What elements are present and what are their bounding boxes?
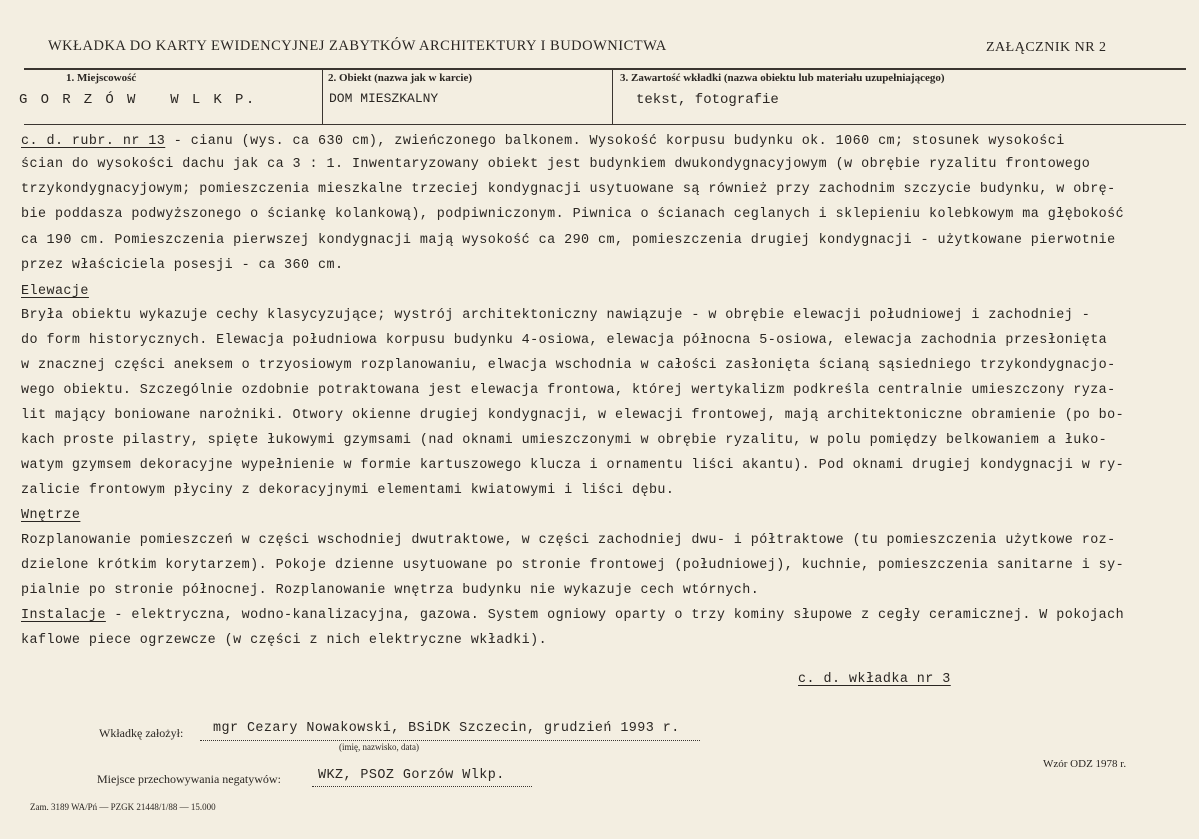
founder-value: mgr Cezary Nowakowski, BSiDK Szczecin, grudzień 1993 r.: [213, 721, 680, 736]
top-rule: [24, 68, 1186, 70]
text-line: wego obiektu. Szczególnie ozdobnie potraktowana jest elewacja frontowa, której wertykalizm podkreśla centralnie umieszczony ryza-: [21, 383, 1116, 398]
object-label: 2. Obiekt (nazwa jak w karcie): [328, 72, 473, 84]
form-model: Wzór ODZ 1978 r.: [1043, 758, 1127, 770]
text-line: kach proste pilastry, spięte łukowymi gzymsami (nad oknami umieszczonymi w obrębie ryzalitu, w polu pomiędzy belkowaniem a łuko-: [21, 433, 1108, 448]
text-line: do form historycznych. Elewacja południowa korpusu budynku 4-osiowa, elewacja północna 5-osiowa, elewacja zachodnia przesłonięta: [21, 333, 1108, 348]
text-line: [21, 134, 1065, 149]
divider-2: [612, 68, 613, 125]
negatives-value: WKZ, PSOZ Gorzów Wlkp.: [318, 768, 505, 783]
founder-label: Wkładkę założył:: [99, 726, 184, 740]
text-line: Rozplanowanie pomieszczeń w części wschodniej dwutraktowe, w części zachodniej dwu- i półtraktowe (tu pomieszczenia użytkowe roz-: [21, 533, 1116, 548]
text-line: dzielone krótkim korytarzem). Pokoje dzienne usytuowane po stronie frontowej (południowej), kuchnie, pomieszczenia sanitarne i sy-: [21, 558, 1125, 573]
negatives-label: Miejsce przechowywania negatywów:: [97, 772, 281, 786]
text-line: lit mający boniowane narożniki. Otwory okienne drugiej kondygnacji, w elewacji frontowej, mają architektoniczne obramienie (po bo-: [21, 408, 1125, 423]
text-line: w znacznej części aneksem o trzyosiowym rozplanowaniu, elwacja wschodnia w całości zasłonięta ścianą sąsiedniego trzykondygnacjo-: [21, 358, 1116, 373]
text-line: kaflowe piece ogrzewcze (w części z nich elektryczne wkładki).: [21, 633, 548, 648]
text-line: ca 190 cm. Pomieszczenia pierwszej kondygnacji mają wysokość ca 290 cm, pomieszczenia drugiej kondygnacji - użytkowane pierwotnie: [21, 233, 1116, 248]
form-title: WKŁADKA DO KARTY EWIDENCYJNEJ ZABYTKÓW ARCHITEKTURY I BUDOWNICTWA: [48, 38, 667, 54]
continuation-ref: c. d. rubr. nr 13: [21, 134, 166, 149]
text-line: ścian do wysokości dachu jak ca 3 : 1. Inwentaryzowany obiekt jest budynkiem dwukondygnacyjowym (w obrębie ryzalitu frontowego: [21, 157, 1091, 172]
content-label: 3. Zawartość wkładki (nazwa obiektu lub materiału uzupełniającego): [620, 72, 945, 84]
continued-note: c. d. wkładka nr 3: [798, 672, 951, 687]
text-line-rest: - elektryczna, wodno-kanalizacyjna, gazowa. System ogniowy oparty o trzy kominy słupowe z cegły ceramicznej. W pokojach: [105, 608, 1125, 623]
locality-value: G O R Z Ó W W L K P.: [19, 92, 257, 108]
content-value: tekst, fotografie: [636, 92, 779, 108]
founder-line: [200, 740, 700, 741]
text-line: zalicie frontowym płyciny z dekoracyjnymi elementami kwiatowymi i liści dębu.: [21, 483, 675, 498]
text-line-rest: - cianu (wys. ca 630 cm), zwieńczonego balkonem. Wysokość korpusu budynku ok. 1060 cm; stosunek wysokości: [165, 134, 1065, 149]
divider-1: [322, 68, 323, 125]
founder-caption: (imię, nazwisko, data): [339, 742, 419, 752]
section-heading-elewacje: Elewacje: [21, 284, 89, 299]
negatives-line: [312, 786, 532, 787]
text-line: bie poddasza podwyższonego o ściankę kolankową), podpiwniczonym. Piwnica o ścianach ceglanych i sklepieniu kolebkowym ma głębokość: [21, 207, 1125, 222]
section-heading-instalacje: Instalacje: [21, 608, 106, 623]
text-line: pialnie po stronie północnej. Rozplanowanie wnętrza budynku nie wykazuje cech wtórnych.: [21, 583, 760, 598]
text-line: [21, 608, 1124, 623]
locality-label: 1. Miejscowość: [66, 72, 137, 84]
text-line: przez właściciela posesji - ca 360 cm.: [21, 258, 344, 273]
section-heading-wnetrze: Wnętrze: [21, 508, 81, 523]
fields-bottom-rule: [24, 124, 1186, 125]
text-line: Bryła obiektu wykazuje cechy klasycyzujące; wystrój architektoniczny nawiązuje - w obrębie elewacji południowej i zachodniej -: [21, 308, 1091, 323]
object-value: DOM MIESZKALNY: [329, 91, 439, 106]
text-line: trzykondygnacyjowym; pomieszczenia mieszkalne trzeciej kondygnacji usytuowane są również przy zachodnim szczycie budynku, w obrę-: [21, 182, 1116, 197]
text-line: watym gzymsem dekoracyjne wypełnienie w formie kartuszowego klucza i ornamentu liści akantu). Pod oknami drugiej kondygnacji w ry-: [21, 458, 1125, 473]
annex-number: ZAŁĄCZNIK NR 2: [986, 40, 1107, 55]
print-info: Zam. 3189 WA/Pń — PZGK 21448/1/88 — 15.000: [30, 802, 216, 812]
